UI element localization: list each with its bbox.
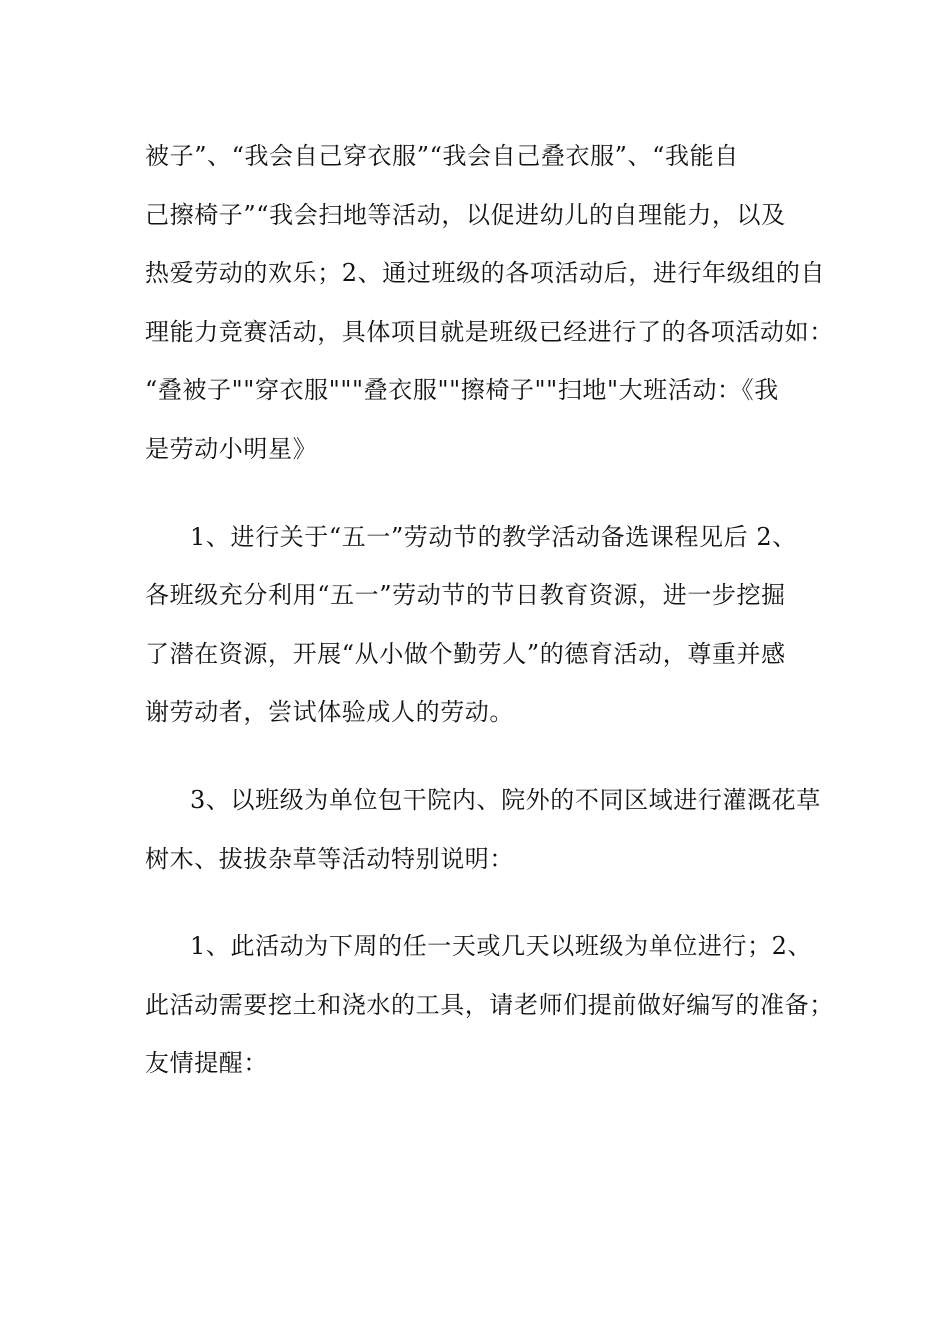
text-line: 被子”、“我会自己穿衣服”“我会自己叠衣服”、“我能自 — [145, 142, 739, 170]
text-line: 谢劳动者，尝试体验成人的劳动。 — [145, 698, 514, 727]
text-line: 己擦椅子”“我会扫地等活动，以促进幼儿的自理能力，以及 — [145, 200, 786, 229]
document-body — [145, 127, 845, 1093]
text-line: 理能力竞赛活动，具体项目就是班级已经进行了的各项活动如： — [145, 317, 834, 346]
paragraph-3 — [145, 771, 845, 888]
text-line: 是劳动小明星》 — [145, 434, 318, 463]
text-line: “叠被子""穿衣服"""叠衣服""擦椅子""扫地"大班活动：《我 — [145, 376, 779, 405]
text-line: 热爱劳动的欢乐；2、通过班级的各项活动后，进行年级组的自 — [145, 259, 826, 288]
paragraph-gap — [145, 742, 845, 771]
text-line: 1、进行关于“五一”劳动节的教学活动备选课程见后 2、 — [190, 522, 797, 551]
text-line: 了潜在资源，开展“从小做个勤劳人”的德育活动，尊重并感 — [145, 639, 786, 668]
text-line: 3、以班级为单位包干院内、院外的不同区域进行灌溉花草 — [190, 785, 821, 814]
paragraph-1 — [145, 127, 845, 479]
text-line: 树木、拔拔杂草等活动特别说明： — [145, 844, 514, 873]
paragraph-2 — [145, 508, 845, 742]
paragraph-gap — [145, 888, 845, 917]
text-line: 1、此活动为下周的任一天或几天以班级为单位进行；2、 — [190, 932, 813, 961]
paragraph-gap — [145, 479, 845, 508]
text-line: 友情提醒： — [145, 1049, 268, 1078]
text-line: 此活动需要挖土和浇水的工具，请老师们提前做好编写的准备； — [145, 990, 834, 1019]
text-line: 各班级充分利用“五一”劳动节的节日教育资源，进一步挖掘 — [145, 581, 786, 610]
paragraph-4 — [145, 917, 845, 1093]
